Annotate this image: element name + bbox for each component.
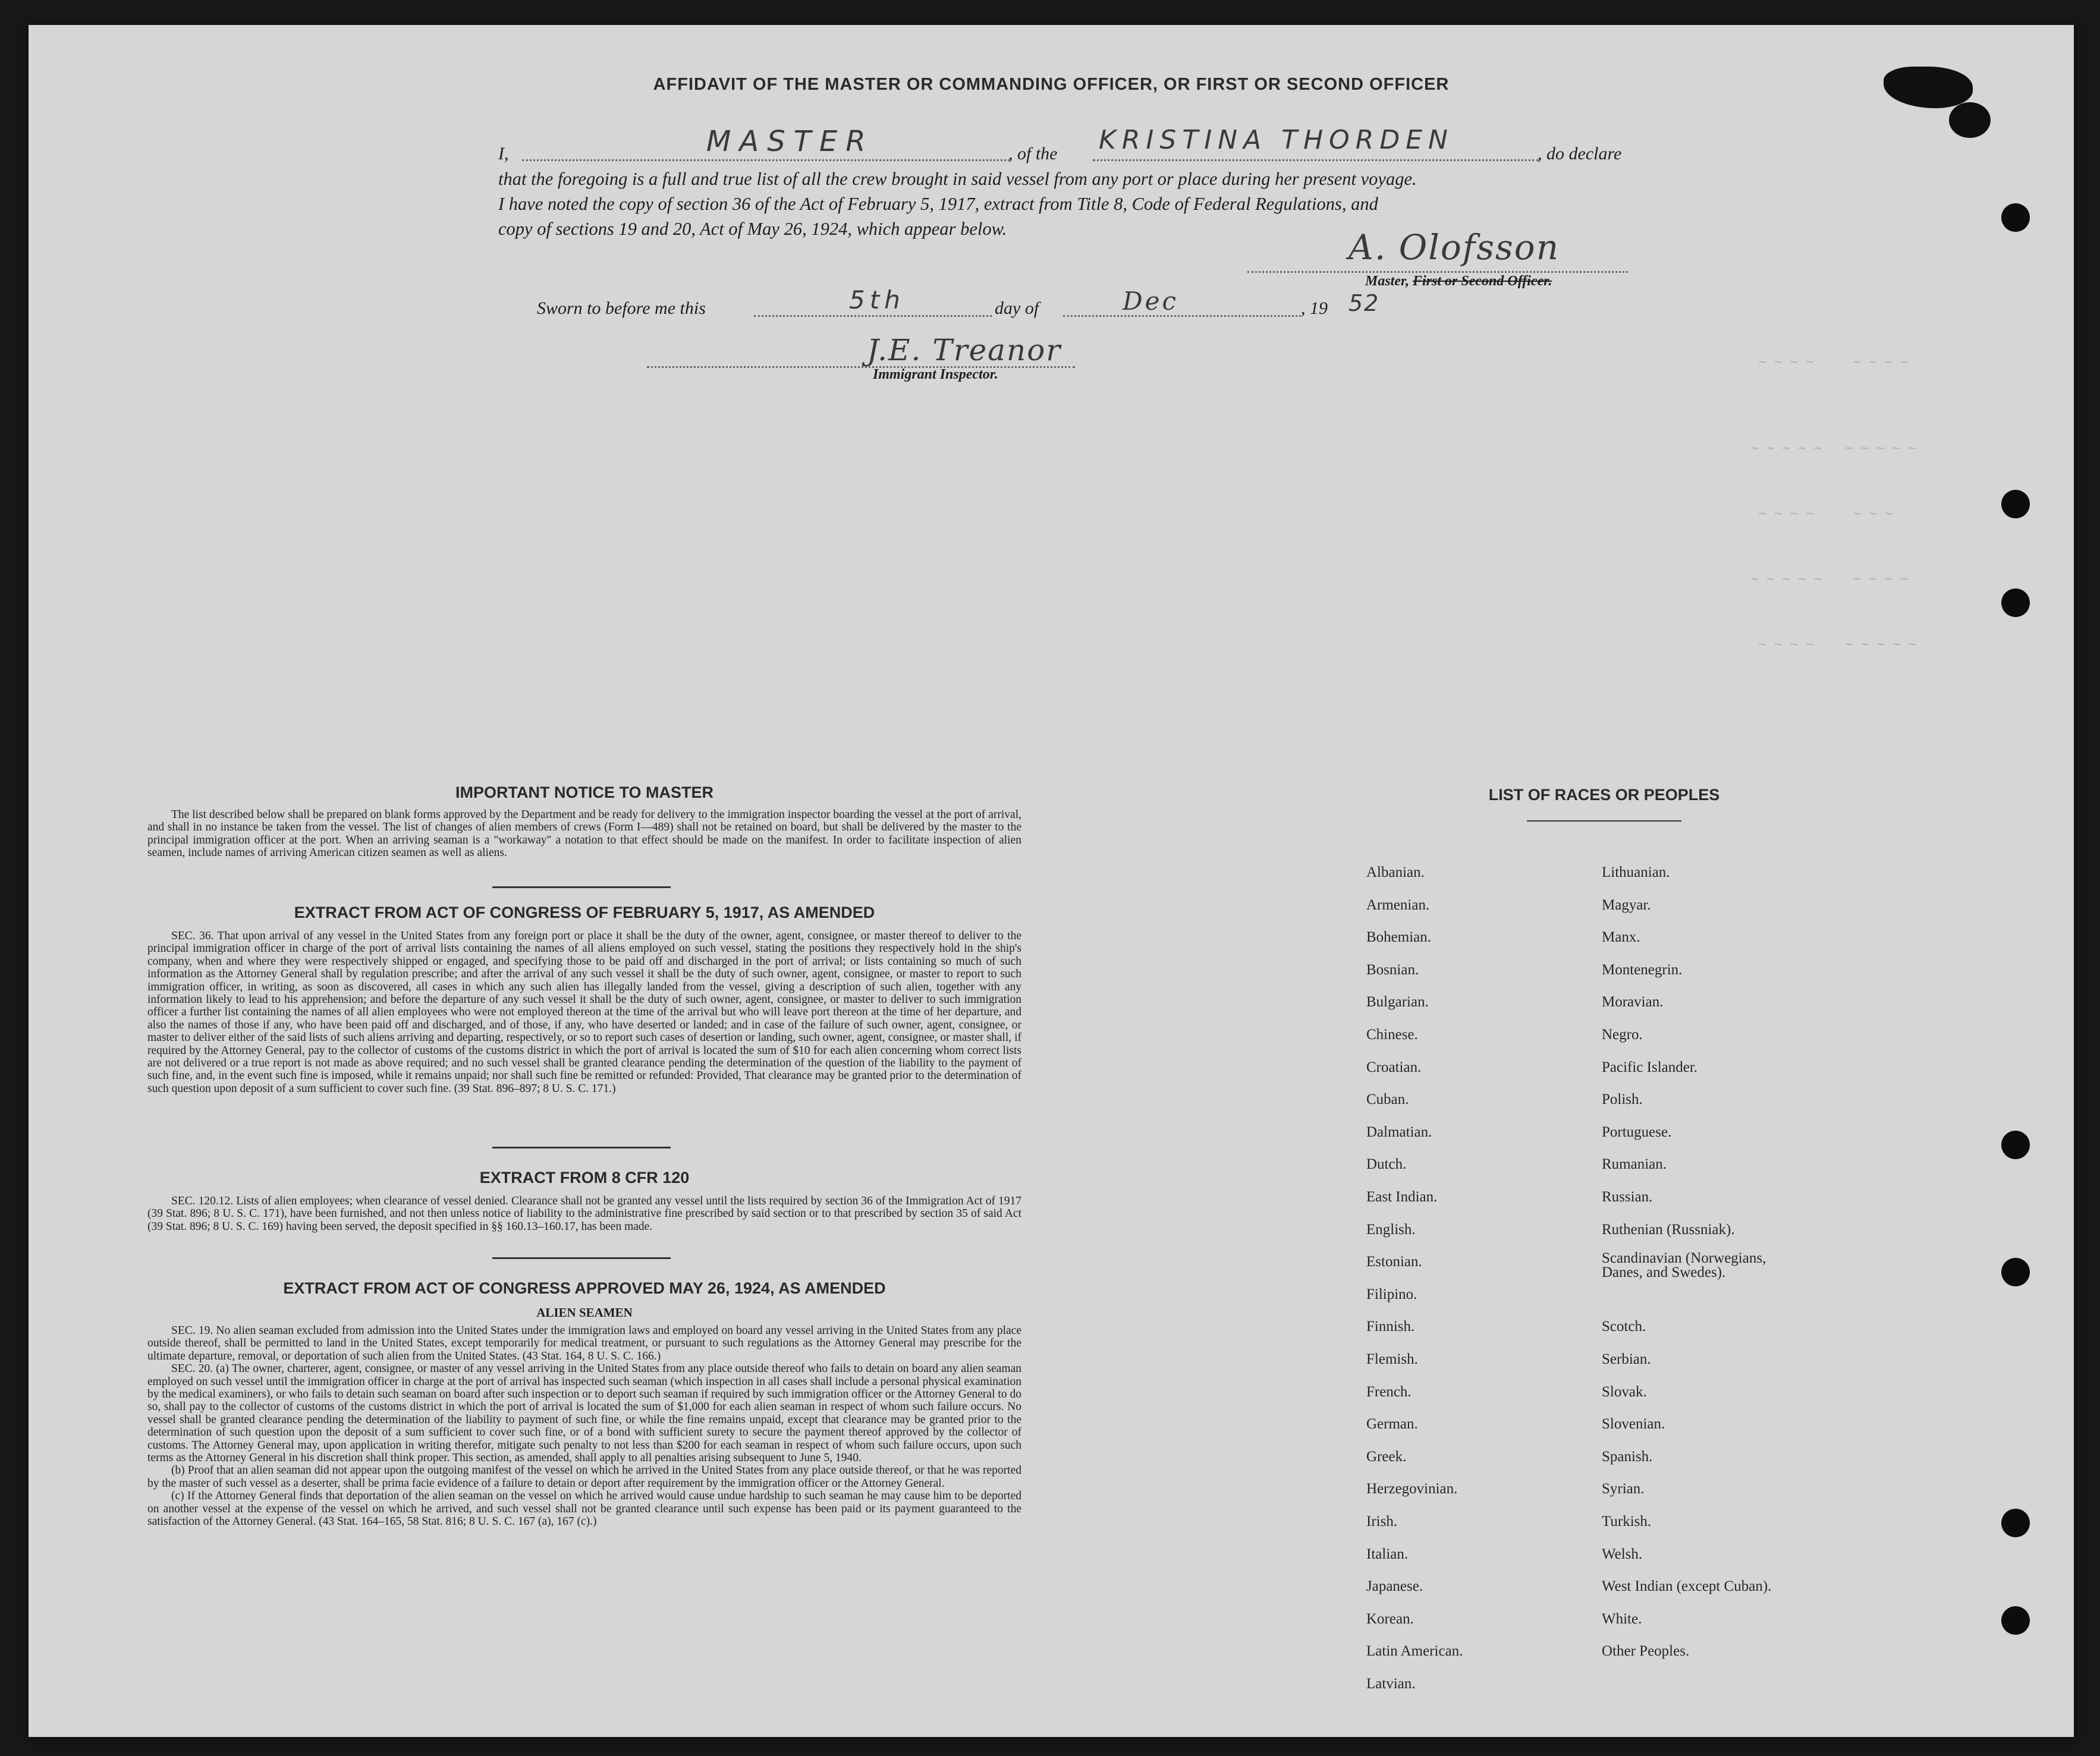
extract-1924-heading: EXTRACT FROM ACT OF CONGRESS APPROVED MAY 26, 1924, AS AMENDED (283, 1279, 886, 1297)
race-item: East Indian. (1366, 1189, 1438, 1205)
struck-officer-caption: First or Second Officer. (1413, 273, 1552, 289)
alien-seamen-subheading: ALIEN SEAMEN (536, 1305, 633, 1320)
punch-hole (2001, 1131, 2030, 1159)
race-item: Serbian. (1602, 1351, 1651, 1367)
section-divider (492, 886, 671, 888)
show-through-text: ~ ~ ~ ~ ~ ~ ~ (1735, 506, 1892, 521)
declaration-line-2: that the foregoing is a full and true list of all the crew brought in said vessel from any port or place during her present voyage. (498, 169, 1417, 189)
race-item: Filipino. (1366, 1286, 1417, 1302)
extract-cfr-heading: EXTRACT FROM 8 CFR 120 (479, 1169, 690, 1187)
race-item: German. (1366, 1416, 1418, 1433)
section-120-12-paragraph: SEC. 120.12. Lists of alien employees; when clearance of vessel denied. Clearance shall not be granted any vessel until the lists required by section 36 of the Immigration Act of 1917 (39 Stat. 896; 8 U. S. C. 171), have been furnished, and not then unless notice of liability to the administrative fine prescribed by said section or to that prescribed by section 35 of said Act (39 Stat. 896; 8 U. S. C. 169) having been served, the deposit specified in §§ 160.13–160.17, has been made. (147, 1195, 1021, 1233)
race-item: Magyar. (1602, 896, 1651, 913)
section-divider (492, 1147, 671, 1148)
master-caption-label: Master, (1365, 273, 1410, 289)
race-item: Negro. (1602, 1027, 1643, 1043)
year-prefix: , 19 (1301, 298, 1328, 318)
race-item: Armenian. (1366, 896, 1430, 913)
vessel-name-line (1093, 157, 1539, 161)
torn-corner-blot (1884, 67, 1973, 108)
notice-text (147, 808, 1021, 860)
extract-1917-heading: EXTRACT FROM ACT OF CONGRESS OF FEBRUARY 5, 1917, AS AMENDED (294, 904, 875, 921)
race-item: Italian. (1366, 1546, 1409, 1562)
race-item: Irish. (1366, 1513, 1398, 1530)
section-19-paragraph: SEC. 19. No alien seaman excluded from admission into the United States under the immigration laws and employed on board any vessel arriving in the United States from any place outside thereof, shall be permitted to land in the United States, except temporarily for medical treatment, or pursuant to such regulations as the Attorney General may prescribe for the ultimate departure, removal, or deportation of such alien from the United States. (43 Stat. 164, 8 U. S. C. 166.) (147, 1324, 1021, 1362)
race-item: Latin American. (1366, 1643, 1463, 1660)
race-item: Rumanian. (1602, 1156, 1667, 1173)
race-item: English. (1366, 1221, 1416, 1238)
sworn-day-handwritten: 5th (849, 285, 905, 314)
show-through-text: ~ ~ ~ ~ ~ ~ ~ ~ (1735, 355, 1909, 370)
race-item: Dutch. (1366, 1156, 1407, 1173)
punch-hole (2001, 203, 2030, 232)
races-divider (1527, 820, 1681, 822)
race-item: Slovenian. (1602, 1416, 1665, 1433)
race-item: Bohemian. (1366, 929, 1432, 946)
race-item: Chinese. (1366, 1027, 1418, 1043)
race-item: Cuban. (1366, 1091, 1409, 1108)
race-item: Dalmatian. (1366, 1124, 1432, 1140)
race-item: Other Peoples. (1602, 1643, 1690, 1660)
document-page (29, 25, 2074, 1737)
race-item: Portuguese. (1602, 1124, 1672, 1140)
punch-hole (2001, 1606, 2030, 1635)
extract-1917-text (147, 930, 1021, 1095)
year-handwritten: 52 (1348, 290, 1380, 316)
do-declare-label: , do declare (1538, 144, 1622, 163)
show-through-text: ~ ~ ~ ~ ~ ~ ~ ~ ~ (1735, 572, 1909, 587)
race-item: Russian. (1602, 1189, 1653, 1205)
declaration-prefix: I, (498, 144, 509, 163)
race-item: French. (1366, 1383, 1411, 1400)
extract-1924-text (147, 1324, 1021, 1528)
vessel-name-handwritten: KRISTINA THORDEN (1099, 125, 1454, 155)
section-20c-paragraph: (c) If the Attorney General finds that deportation of the alien seaman on the vessel on which he arrived would cause undue hardship to such seaman he may cause him to be deported on another vessel at the expense of the vessel on which he arrived, and such vessel shall not be granted clearance until such expense has been paid or its payment guaranteed to the satisfaction of the Attorney General. (43 Stat. 164–165, 58 Stat. 816; 8 U. S. C. 167 (a), 167 (c).) (147, 1490, 1021, 1528)
punch-hole (2001, 1258, 2030, 1286)
race-item: White. (1602, 1610, 1642, 1627)
race-item: Montenegrin. (1602, 961, 1683, 978)
section-36-paragraph: SEC. 36. That upon arrival of any vessel in the United States from any foreign port or place it shall be the duty of the owner, agent, consignee, or master thereof to deliver to the principal immigration officer in charge of the port of arrival lists containing the names of all aliens employed on such vessel, stating the positions they respectively hold in the ship's company, when and where they were respectively shipped or engaged, and specifying those to be paid off and discharged in the port of arrival; or lists containing so much of such information as the Attorney General shall by regulation prescribe; and after the arrival of any such vessel it shall be the duty of such owner, agent, consignee, or master to report to such immigration officer, in writing, as soon as discovered, all cases in which any such alien has illegally landed from the vessel, giving a description of such alien, together with any information likely to lead to his apprehension; and before the departure of any such vessel it shall be the duty of such owner, agent, consignee, or master to deliver to such immigration officer a further list containing the names of all alien employees who were not employed thereon at the time of the arrival but who will leave port thereon at the time of her departure, and also the names of those if any, who have been paid off and discharged, and of those, if any, who have deserted or landed; and in case of the failure of such owner, agent, consignee, or master to deliver either of the said lists of such aliens arriving and departing, respectively, or so to report such cases of desertion or landing, such owner, agent, consignee, or master shall, if required by the Attorney General, pay to the collector of customs of the customs district in which the port of arrival is located the sum of $10 for each alien concerning whom correct lists are not delivered or a true report is not made as above required; and no such vessel shall be granted clearance pending the determination of the question of the liability to the payment of such fine, and, in the event such fine is imposed, while it remains unpaid; nor shall such fine be remitted or refunded: Provided, That clearance may be granted prior to the determination of such question upon deposit of a sum sufficient to cover such fine. (39 Stat. 896–897; 8 U. S. C. 171.) (147, 930, 1021, 1095)
inspector-signature: J.E. Treanor (867, 333, 1062, 367)
punch-hole (2001, 589, 2030, 617)
day-of-label: day of (995, 298, 1039, 318)
race-item: Slovak. (1602, 1383, 1647, 1400)
master-signature: A. Olofsson (1348, 227, 1560, 268)
race-item: Albanian. (1366, 864, 1425, 880)
race-item: Greek. (1366, 1448, 1407, 1465)
race-item: Turkish. (1602, 1513, 1652, 1530)
section-20b-paragraph: (b) Proof that an alien seaman did not appear upon the outgoing manifest of the vessel on which he arrived in the United States from any place outside thereof, or that he was reported by the master of such vessel as a deserter, shall be prima facie evidence of a failure to detain or deport after requirement by the immigration officer or the Attorney General. (147, 1464, 1021, 1490)
race-item: Korean. (1366, 1610, 1414, 1627)
race-item: West Indian (except Cuban). (1602, 1578, 1772, 1595)
race-item: Syrian. (1602, 1481, 1645, 1497)
race-item: Spanish. (1602, 1448, 1653, 1465)
race-item: Pacific Islander. (1602, 1059, 1698, 1075)
race-item: Manx. (1602, 929, 1640, 946)
section-divider (492, 1257, 671, 1259)
race-item: Scotch. (1602, 1318, 1646, 1335)
declaration-line-4: copy of sections 19 and 20, Act of May 26, 1924, which appear below. (498, 219, 1007, 239)
race-item: Croatian. (1366, 1059, 1422, 1075)
inspector-signature-line (647, 364, 1075, 368)
race-item: Moravian. (1602, 994, 1664, 1011)
race-item: Bosnian. (1366, 961, 1419, 978)
notice-paragraph: The list described below shall be prepared on blank forms approved by the Department and be ready for delivery to the immigration inspector boarding the vessel at the port of arrival, and shall in no instance be taken from the vessel. The list of changes of alien members of crews (Form I—489) shall not be retained on board, but shall be delivered by the master to the principal immigration officer at the port. When an arriving seaman is a "workaway" a notation to that effect should be made on the manifest. In order to facilitate inspection of alien seamen, include names of arriving American citizen seamen as well as aliens. (147, 808, 1021, 860)
race-item: Welsh. (1602, 1546, 1643, 1562)
master-signature-line (1247, 269, 1628, 273)
race-item: Bulgarian. (1366, 994, 1429, 1011)
notice-heading: IMPORTANT NOTICE TO MASTER (455, 783, 713, 801)
declaration-line-3: I have noted the copy of section 36 of the Act of February 5, 1917, extract from Title 8, Code of Federal Regulations, and (498, 194, 1378, 214)
race-item: Latvian. (1366, 1676, 1416, 1692)
race-item: Finnish. (1366, 1318, 1415, 1335)
sworn-month-line (1063, 313, 1301, 317)
show-through-text: ~ ~ ~ ~ ~ ~ ~ ~ ~ (1735, 637, 1916, 652)
sworn-month-handwritten: Dec (1123, 287, 1179, 316)
race-item: Lithuanian. (1602, 864, 1670, 880)
of-the-label: , of the (1008, 144, 1058, 163)
master-name-handwritten: MASTER (706, 125, 874, 158)
race-item: Polish. (1602, 1091, 1643, 1108)
punch-hole (2001, 1509, 2030, 1537)
race-item: Ruthenian (Russniak). (1602, 1221, 1735, 1238)
master-caption (1365, 273, 1552, 289)
race-item: Estonian. (1366, 1254, 1422, 1270)
punch-hole (2001, 490, 2030, 518)
torn-corner-blot (1949, 102, 1991, 138)
races-heading: LIST OF RACES OR PEOPLES (1488, 786, 1720, 804)
sworn-label: Sworn to before me this (537, 298, 706, 318)
show-through-text: ~ ~ ~ ~ ~ ~ ~ ~ ~ ~ (1735, 441, 1916, 456)
race-item: Scandinavian (Norwegians, Danes, and Swedes). (1602, 1250, 1766, 1281)
race-item: Herzegovinian. (1366, 1481, 1458, 1497)
race-item: Japanese. (1366, 1578, 1423, 1595)
section-20a-paragraph: SEC. 20. (a) The owner, charterer, agent, consignee, or master of any vessel arriving in the United States from any place outside thereof who fails to detain on board any alien seaman employed on such vessel until the immigration officer in charge at the port of arrival has inspected such seaman (which inspection in all cases shall include a personal physical examination by the medical examiners), or who fails to detain such seaman on board after such inspection or to deport such seaman if required by such immigration officer or the Attorney General to do so, shall pay to the collector of customs of the customs district in which the port of arrival is located the sum of $1,000 for each alien seaman in respect of whom such failure occurs. No vessel shall be granted clearance pending the determination of the liability to payment of such fine, or while the fine remains unpaid, except that clearance may be granted prior to the determination of such question upon the deposit of a sum sufficient to cover such fine, or of a bond with sufficient surety to secure the payment thereof approved by the collector of customs. The Attorney General may, upon application in writing therefor, mitigate such penalty to not less than $200 for each seaman in respect of whom such failure occurs, upon such terms as the Attorney General in his discretion shall think proper. This section, as amended, shall apply to all penalties arising subsequent to June 5, 1940. (147, 1362, 1021, 1465)
inspector-caption: Immigrant Inspector. (873, 367, 998, 382)
affidavit-heading: AFFIDAVIT OF THE MASTER OR COMMANDING OFFICER, OR FIRST OR SECOND OFFICER (653, 75, 1450, 94)
extract-cfr-text (147, 1195, 1021, 1233)
race-item: Flemish. (1366, 1351, 1418, 1367)
